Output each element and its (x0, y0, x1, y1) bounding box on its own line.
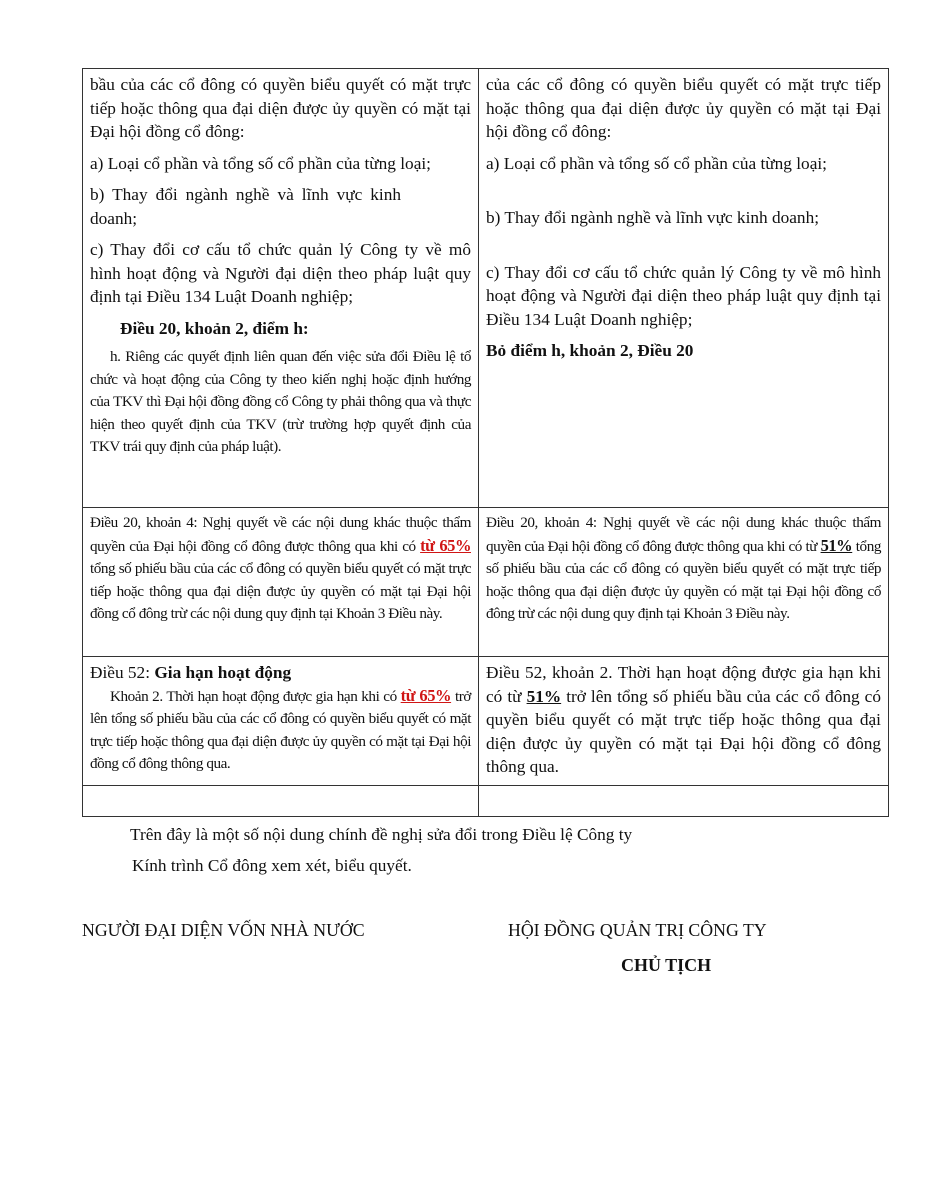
text: tổng số phiếu bầu của các cổ đông có quyền biểu quyết có mặt trực tiếp hoặc thông qua đại diện được ủy quyền có mặt tại Đại hội đồng cổ đông trừ các nội dung quy định tại Khoản 3 Điều này. (90, 560, 471, 622)
text: Điều 52, khoản 2. Thời hạn hoạt động được gia hạn khi có từ (486, 663, 881, 706)
highlight-percentage: từ 65% (400, 685, 452, 705)
table-row (83, 69, 889, 508)
highlight-percentage: từ 65% (420, 535, 471, 555)
table-row (83, 786, 889, 817)
article-heading: Bỏ điểm h, khoản 2, Điều 20 (486, 341, 694, 360)
paragraph (90, 685, 471, 776)
signature-left: NGƯỜI ĐẠI DIỆN VỐN NHÀ NƯỚC (82, 920, 365, 940)
article-title: Gia hạn hoạt động (154, 663, 292, 682)
paragraph: a) Loại cổ phần và tổng số cổ phần của từng loại; (90, 153, 431, 173)
article-heading (90, 661, 471, 685)
article-heading: Điều 20, khoản 2, điểm h: (120, 318, 309, 338)
old-text-cell (83, 508, 479, 657)
text: Điều 20, khoản 4: Nghị quyết về các nội dung khác thuộc thẩm quyền của Đại hội đồng cổ đông được thông qua khi có từ (486, 514, 881, 555)
paragraph (90, 512, 471, 626)
signature-right: HỘI ĐỒNG QUẢN TRỊ CÔNG TY (508, 920, 767, 940)
comparison-table (82, 68, 889, 817)
text: Điều 52: (90, 663, 150, 682)
paragraph: h. Riêng các quyết định liên quan đến việc sửa đổi Điều lệ tổ chức và hoạt động của Công ty theo kiến nghị hoặc định hướng của TKV thì Đại hội đồng đồng cổ Công ty phải thông qua và thực hiện theo quyết định của TKV (trừ trường hợp quyết định của TKV trái quy định của pháp luật). (90, 348, 471, 455)
text: tổng số phiếu bầu của các cổ đông có quyền biểu quyết có mặt trực tiếp hoặc thông qua đại diện được ủy quyền có mặt tại Đại hội đồng cổ đông trừ các nội dung quy định tại Khoản 3 Điều này. (486, 537, 881, 622)
signature-title: CHỦ TỊCH (621, 955, 712, 975)
table-row (83, 508, 889, 657)
highlight-percentage: 51% (526, 686, 562, 706)
paragraph: b) Thay đổi ngành nghề và lĩnh vực kinh doanh; (486, 208, 820, 227)
text: Khoản 2. Thời hạn hoạt động được gia hạn khi có (110, 687, 397, 705)
old-text-cell (83, 69, 479, 508)
table-row (83, 657, 889, 786)
paragraph (486, 512, 881, 626)
old-text-cell (83, 657, 479, 786)
text: trở lên tổng số phiếu bầu của các cổ đông có quyền biểu quyết có mặt trực tiếp hoặc thông qua đại diện được ủy quyền có mặt tại Đại hội đồng cổ đông thông qua. (486, 686, 881, 776)
highlight-percentage: 51% (820, 535, 853, 555)
empty-cell (479, 786, 889, 817)
paragraph: c) Thay đổi cơ cấu tổ chức quản lý Công ty về mô hình hoạt động và Người đại diện theo pháp luật quy định tại Điều 134 Luật Doanh nghiệp; (486, 262, 881, 329)
closing-line: Trên đây là một số nội dung chính đề nghị sửa đổi trong Điều lệ Công ty (130, 825, 633, 844)
paragraph: c) Thay đổi cơ cấu tổ chức quản lý Công ty về mô hình hoạt động và Người đại diện theo pháp luật quy định tại Điều 134 Luật Doanh nghiệp; (90, 240, 471, 306)
closing-line: Kính trình Cổ đông xem xét, biểu quyết. (132, 856, 412, 875)
new-text-cell (479, 69, 889, 508)
empty-cell (83, 786, 479, 817)
paragraph: b) Thay đổi ngành nghề và lĩnh vực kinh doanh; (90, 185, 401, 228)
paragraph: bầu của các cổ đông có quyền biểu quyết có mặt trực tiếp hoặc thông qua đại diện được ủy quyền có mặt tại Đại hội đồng cổ đông: (90, 75, 471, 141)
text: Điều 20, khoản 4: Nghị quyết về các nội dung khác thuộc thẩm quyền của Đại hội đồng cổ đông được thông qua khi có (90, 514, 471, 555)
paragraph: của các cổ đông có quyền biểu quyết có mặt trực tiếp hoặc thông qua đại diện được ủy quyền có mặt tại Đại hội đồng cổ đông: (486, 75, 881, 141)
new-text-cell (479, 657, 889, 786)
paragraph (486, 661, 881, 779)
paragraph: a) Loại cổ phần và tổng số cổ phần của từng loại; (486, 153, 827, 173)
text: trở lên tổng số phiếu bầu của các cổ đông có quyền biểu quyết có mặt trực tiếp hoặc thông qua đại diện được ủy quyền có mặt tại Đại hội đồng cổ đông thông qua. (90, 687, 471, 772)
new-text-cell (479, 508, 889, 657)
